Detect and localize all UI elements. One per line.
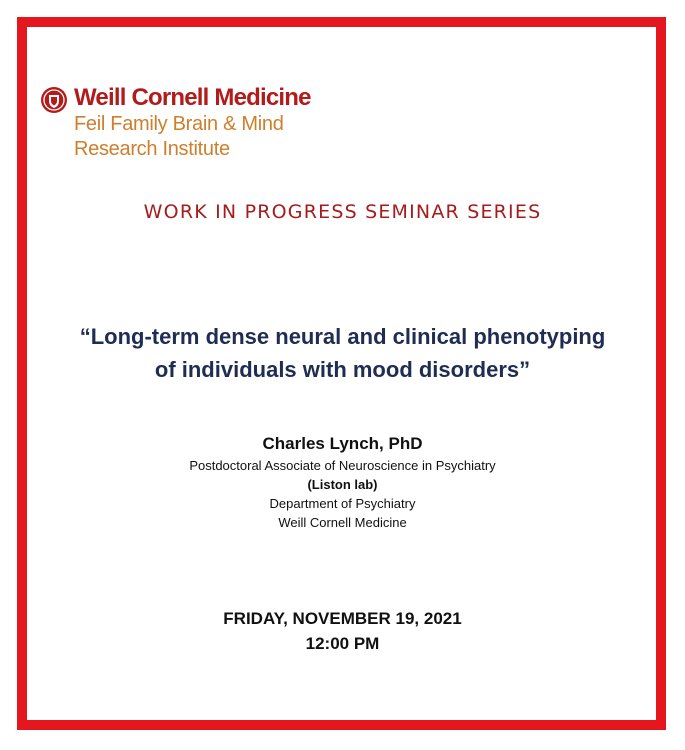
speaker-lab: (Liston lab) [307,477,378,492]
event-time: 12:00 PM [305,634,380,653]
logo-institute-line2: Research Institute [74,138,230,160]
talk-title-line2: of individuals with mood disorders” [154,357,531,382]
speaker-institution: Weill Cornell Medicine [278,515,407,530]
event-date: FRIDAY, NOVEMBER 19, 2021 [223,609,462,628]
series-title: WORK IN PROGRESS SEMINAR SERIES [143,201,542,223]
speaker-department: Department of Psychiatry [269,496,416,511]
weill-cornell-logo [40,86,360,166]
cornell-seal-icon [40,86,68,114]
talk-title [0,320,685,386]
speaker-block [0,432,685,532]
logo-institute-line1: Feil Family Brain & Mind [74,113,284,135]
talk-title-line1: “Long-term dense neural and clinical phenotyping [79,324,606,349]
event-datetime [0,606,685,656]
speaker-position: Postdoctoral Associate of Neuroscience in Psychiatry [189,458,496,473]
logo-org-name: Weill Cornell Medicine [74,84,311,111]
speaker-name: Charles Lynch, PhD [262,434,423,453]
